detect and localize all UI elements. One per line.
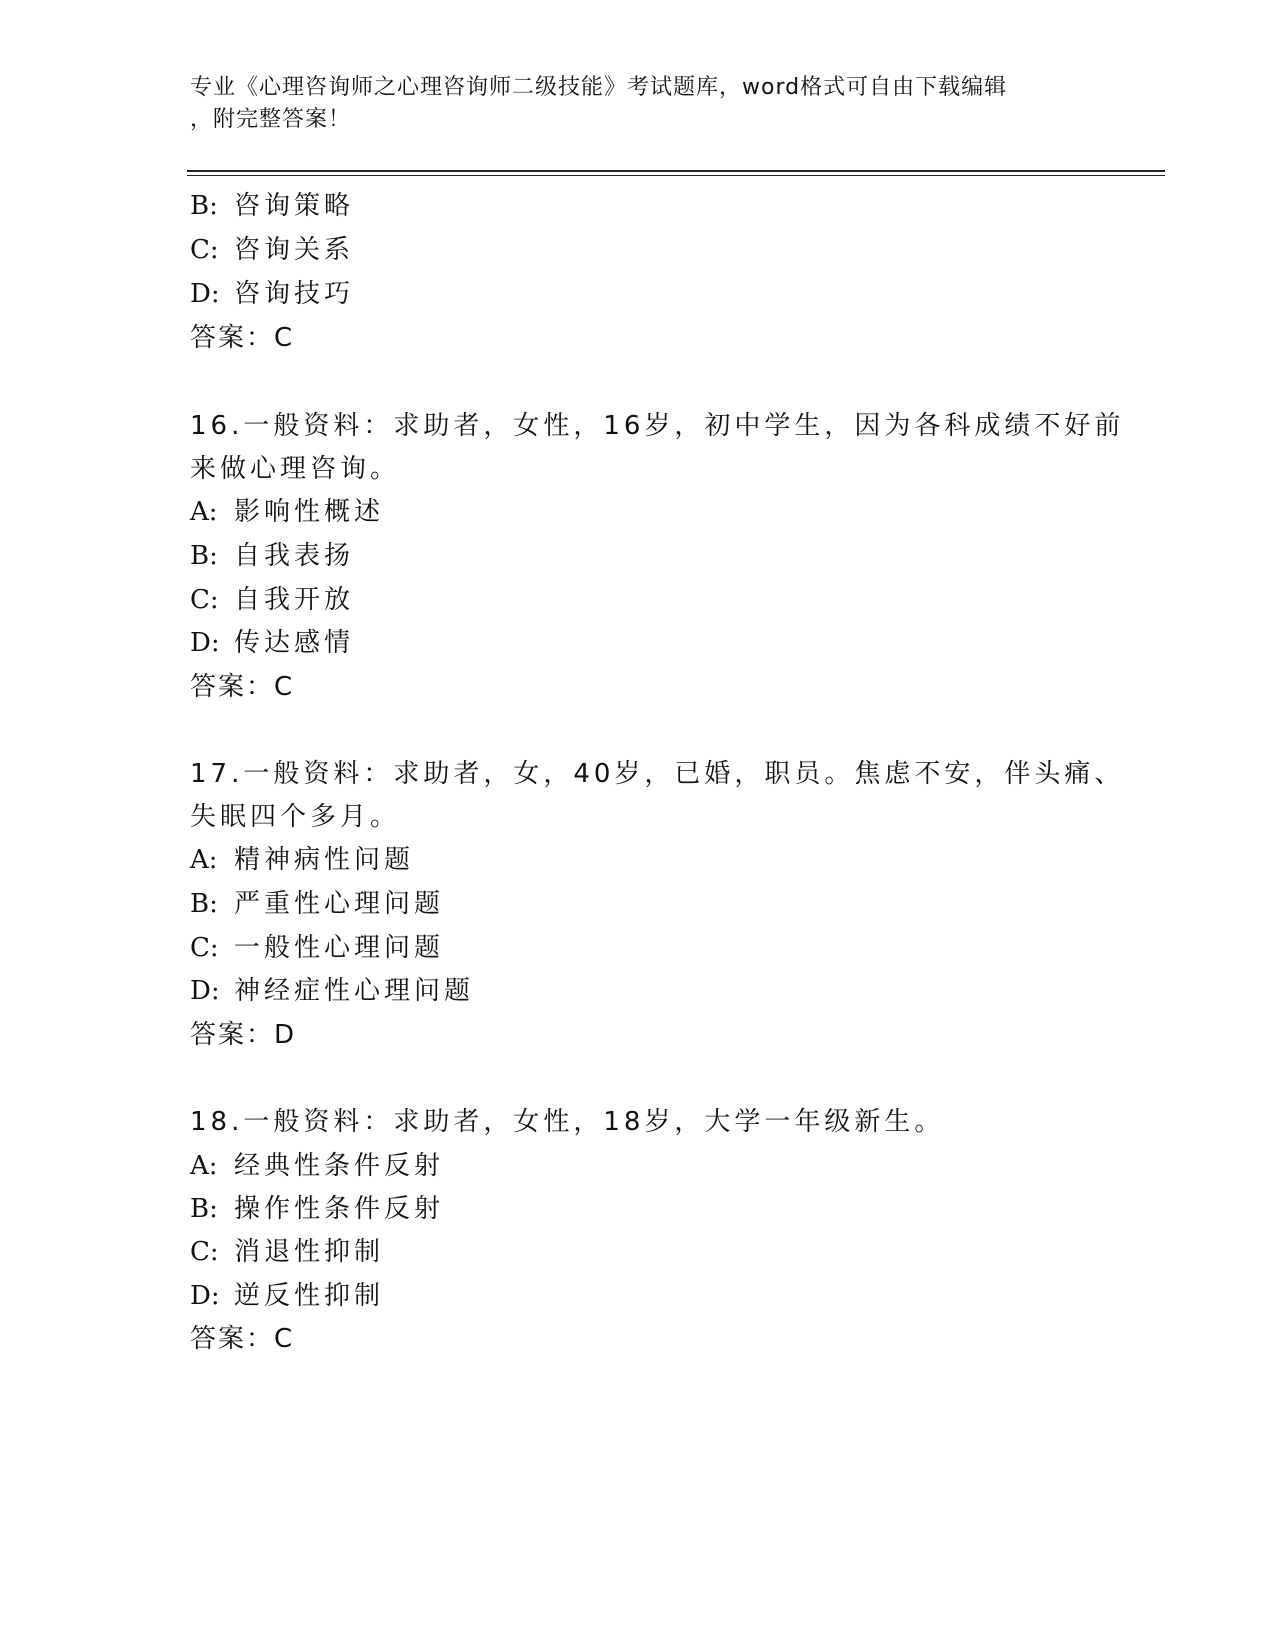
option-letter: C: [190,1237,219,1267]
option-letter: A: [190,845,218,875]
q17-option-a [190,842,414,878]
option-letter: A: [190,497,218,527]
option-text: 影响性概述 [234,497,385,527]
option-text: 自我开放 [234,585,355,615]
option-text: 操作性条件反射 [234,1194,445,1224]
q17-option-d [190,973,474,1009]
option-letter: B: [190,191,218,221]
option-letter: C: [190,585,219,615]
option-text: 逆反性抑制 [234,1281,385,1311]
option-text: 一般性心理问题 [234,933,445,963]
option-letter: D: [190,976,220,1006]
q18-option-b [190,1191,444,1227]
option-letter: D: [190,1281,220,1311]
option-text: 传达感情 [234,628,355,658]
option-text: 消退性抑制 [234,1237,385,1267]
q18-option-d [190,1278,384,1314]
option-letter: D: [190,628,220,658]
option-text: 咨询技巧 [234,279,355,309]
q18-option-a [190,1148,444,1184]
option-text: 精神病性问题 [234,845,415,875]
q16-stem-line2: 来做心理咨询。 [190,454,401,484]
q17-option-b [190,886,444,922]
q15-option-c [190,232,354,268]
header-rule-bottom [187,175,1165,176]
header-title-line2: ，附完整答案！ [190,107,352,132]
header-title-line1: 专业《心理咨询师之心理咨询师二级技能》考试题库，word格式可自由下载编辑 [190,75,1008,100]
option-text: 神经症性心理问题 [234,976,475,1006]
option-text: 咨询策略 [234,191,355,221]
q16-answer: 答案：C [190,672,295,702]
option-text: 自我表扬 [234,541,355,571]
q16-option-b [190,538,354,574]
option-text: 严重性心理问题 [234,889,445,919]
q17-option-c [190,930,444,966]
q15-option-d [190,276,354,312]
option-letter: B: [190,1194,218,1224]
option-letter: B: [190,541,218,571]
option-letter: C: [190,933,219,963]
q16-option-d [190,625,354,661]
q16-stem-line1: 16.一般资料：求助者，女性，16岁，初中学生，因为各科成绩不好前 [190,411,1125,441]
q17-stem-line1: 17.一般资料：求助者，女，40岁，已婚，职员。焦虑不安，伴头痛、 [190,759,1125,789]
q15-answer: 答案：C [190,323,295,353]
q18-option-c [190,1234,384,1270]
q16-option-c [190,582,354,618]
header-rule-top [187,170,1165,172]
q17-answer: 答案：D [190,1020,297,1050]
option-letter: D: [190,279,220,309]
q18-answer: 答案：C [190,1324,295,1354]
option-text: 经典性条件反射 [234,1151,445,1181]
option-letter: B: [190,889,218,919]
option-letter: A: [190,1151,218,1181]
q18-stem-line1: 18.一般资料：求助者，女性，18岁，大学一年级新生。 [190,1107,945,1137]
q16-option-a [190,494,384,530]
q17-stem-line2: 失眠四个多月。 [190,802,401,832]
option-text: 咨询关系 [234,235,355,265]
option-letter: C: [190,235,219,265]
q15-option-b [190,188,354,224]
